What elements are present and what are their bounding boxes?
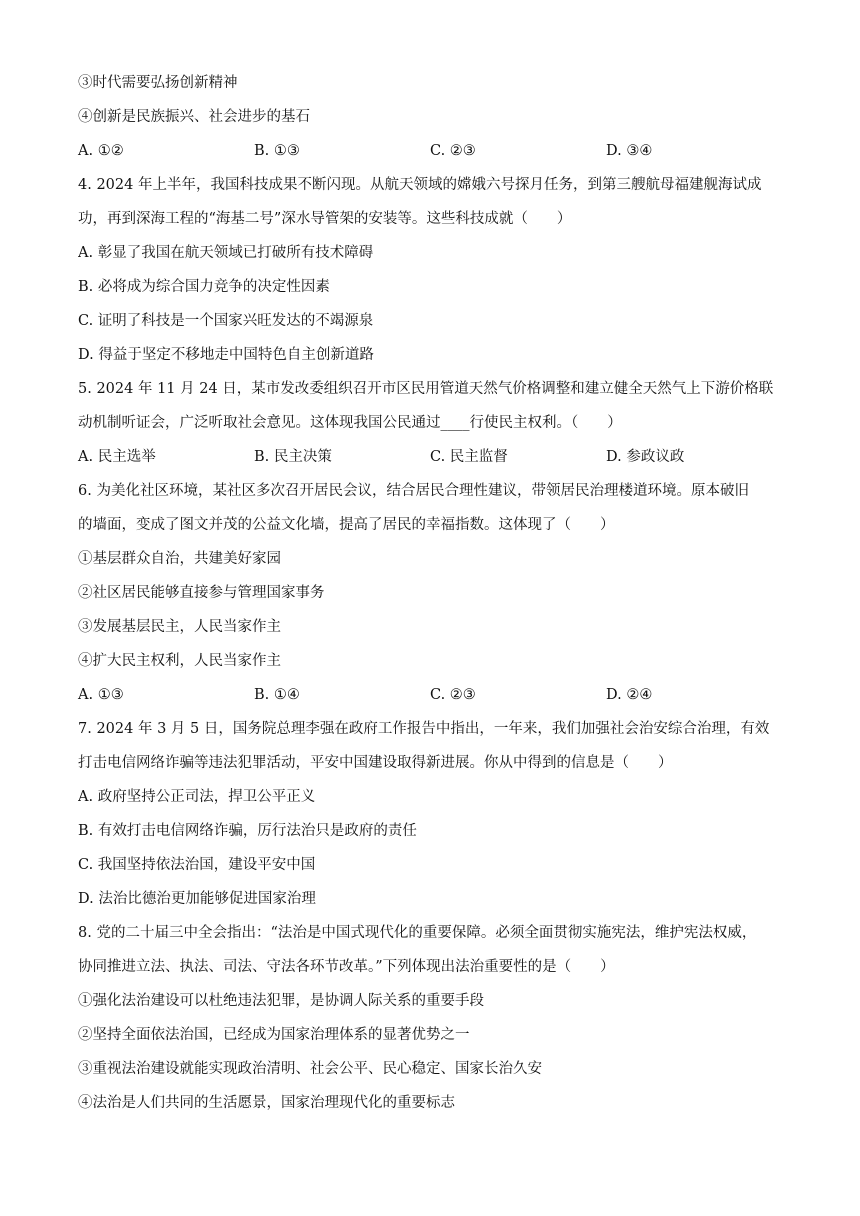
q8-statement-3: ③重视法治建设就能实现政治清明、社会公平、民心稳定、国家长治久安 — [78, 1061, 542, 1077]
q8-stem-line-2: 协同推进立法、执法、司法、守法各环节改革。”下列体现出法治重要性的是（ ） — [78, 959, 615, 975]
q3-option-b: B. ①③ — [254, 143, 300, 159]
q6-statement-2: ②社区居民能够直接参与管理国家事务 — [78, 585, 325, 601]
q8-statement-2: ②坚持全面依法治国，已经成为国家治理体系的显著优势之一 — [78, 1027, 470, 1043]
q6-statement-4: ④扩大民主权利，人民当家作主 — [78, 653, 281, 669]
q5-option-a: A. 民主选举 — [78, 449, 156, 465]
q6-statement-3: ③发展基层民主，人民当家作主 — [78, 619, 281, 635]
q6-stem-line-2: 的墙面，变成了图文并茂的公益文化墙，提高了居民的幸福指数。这体现了（ ） — [78, 517, 615, 533]
q6-option-a: A. ①③ — [78, 687, 124, 703]
q7-option-b: B. 有效打击电信网络诈骗，厉行法治只是政府的责任 — [78, 823, 417, 839]
q3-statement-4: ④创新是民族振兴、社会进步的基石 — [78, 109, 310, 125]
q3-options — [78, 140, 790, 162]
q3-statement-3: ③时代需要弘扬创新精神 — [78, 75, 238, 91]
q5-stem-line-1: 5. 2024 年 11 月 24 日，某市发改委组织召开市区民用管道天然气价格调整和建立健全天然气上下游价格联 — [78, 381, 774, 397]
q4-option-a: A. 彰显了我国在航天领域已打破所有技术障碍 — [78, 245, 374, 261]
q3-option-c: C. ②③ — [430, 143, 476, 159]
q4-option-d: D. 得益于坚定不移地走中国特色自主创新道路 — [78, 347, 374, 363]
q8-statement-1: ①强化法治建设可以杜绝违法犯罪，是协调人际关系的重要手段 — [78, 993, 484, 1009]
q7-option-c: C. 我国坚持依法治国，建设平安中国 — [78, 857, 316, 873]
q8-statement-4: ④法治是人们共同的生活愿景，国家治理现代化的重要标志 — [78, 1095, 455, 1111]
q4-stem-line-2: 功，再到深海工程的“海基二号”深水导管架的安装等。这些科技成就（ ） — [78, 211, 572, 227]
q4-stem-line-1: 4. 2024 年上半年，我国科技成果不断闪现。从航天领域的嫦娥六号探月任务，到第三艘航母福建舰海试成 — [78, 177, 762, 193]
q5-option-d: D. 参政议政 — [606, 449, 685, 465]
q8-stem-line-1: 8. 党的二十届三中全会指出：“法治是中国式现代化的重要保障。必须全面贯彻实施宪法，维护宪法权威， — [78, 925, 757, 941]
q5-option-b: B. 民主决策 — [254, 449, 332, 465]
q6-options — [78, 684, 790, 706]
q5-stem-line-2: 动机制听证会，广泛听取社会意见。这体现我国公民通过____行使民主权利。（ ） — [78, 415, 622, 431]
q6-stem-line-1: 6. 为美化社区环境，某社区多次召开居民会议，结合居民合理性建议，带领居民治理楼道环境。原本破旧 — [78, 483, 749, 499]
q6-option-c: C. ②③ — [430, 687, 476, 703]
q7-option-d: D. 法治比德治更加能够促进国家治理 — [78, 891, 316, 907]
q4-option-c: C. 证明了科技是一个国家兴旺发达的不竭源泉 — [78, 313, 374, 329]
q3-option-d: D. ③④ — [606, 143, 653, 159]
q6-option-d: D. ②④ — [606, 687, 653, 703]
q6-statement-1: ①基层群众自治，共建美好家园 — [78, 551, 281, 567]
q5-options — [78, 446, 790, 468]
q7-option-a: A. 政府坚持公正司法，捍卫公平正义 — [78, 789, 316, 805]
q6-option-b: B. ①④ — [254, 687, 300, 703]
q3-option-a: A. ①② — [78, 143, 124, 159]
q4-option-b: B. 必将成为综合国力竞争的决定性因素 — [78, 279, 330, 295]
q7-stem-line-1: 7. 2024 年 3 月 5 日，国务院总理李强在政府工作报告中指出，一年来，我们加强社会治安综合治理，有效 — [78, 721, 770, 737]
q7-stem-line-2: 打击电信网络诈骗等违法犯罪活动，平安中国建设取得新进展。你从中得到的信息是（ ） — [78, 755, 673, 771]
q5-option-c: C. 民主监督 — [430, 449, 508, 465]
